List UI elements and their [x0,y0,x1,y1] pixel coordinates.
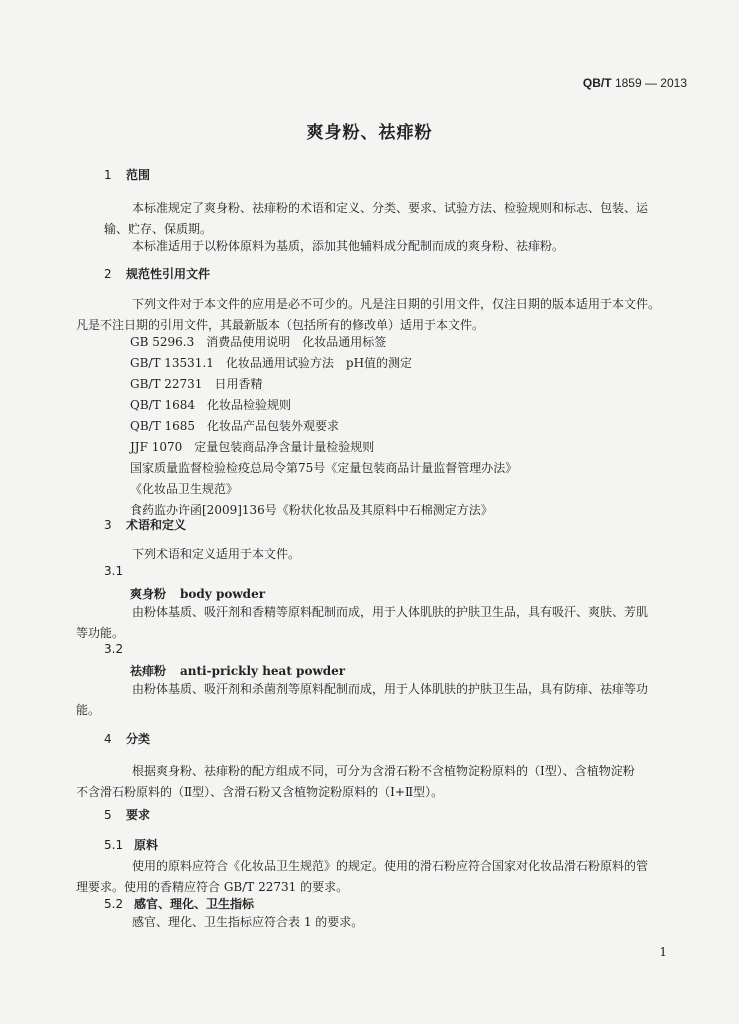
term-3-2 [130,662,345,679]
text-line: 输、贮存、保质期。 [104,222,213,236]
reference-item: 《化妆品卫生规范》 [130,482,239,496]
term-chinese: 祛痱粉 [130,664,167,678]
reference-item: 食药监办许函[2009]136号《粉状化妆品及其原料中石棉测定方法》 [130,503,493,517]
section-2-paragraph-1 [76,294,689,336]
subsection-5-2-paragraph: 感官、理化、卫生指标应符合表 1 的要求。 [132,915,364,929]
section-1-paragraph-2: 本标准适用于以粉体原料为基质，添加其他辅料成分配制而成的爽身粉、祛痱粉。 [132,239,565,253]
term-3-1 [130,585,265,602]
text-line: 使用的原料应符合《化妆品卫生规范》的规定。使用的滑石粉应符合国家对化妆品滑石粉原料的管 [132,859,649,873]
standard-prefix: QB/T [582,76,612,90]
section-title: 规范性引用文件 [126,267,211,281]
term-3-2-number: 3.2 [104,642,124,656]
subsection-title: 原料 [134,838,159,852]
document-title: 爽身粉、祛痱粉 [306,123,433,143]
subsection-number: 5.2 [104,897,124,911]
text-line: 下列文件对于本文件的应用是必不可少的。凡是注日期的引用文件，仅注日期的版本适用于本文件。 [132,297,661,311]
section-4-paragraph-1 [76,761,689,803]
standard-number: 1859 — 2013 [614,76,687,90]
text-line: 凡是不注日期的引用文件，其最新版本（包括所有的修改单）适用于本文件。 [76,318,485,332]
section-number: 1 [104,168,112,182]
subsection-number: 5.1 [104,838,124,852]
subsection-title: 感官、理化、卫生指标 [134,897,255,911]
term-3-1-number: 3.1 [104,564,124,578]
text-line: 等功能。 [76,626,125,640]
section-title: 分类 [126,732,151,746]
subsection-5-2-heading [104,895,254,912]
term-3-1-definition [76,602,689,644]
section-number: 3 [104,518,112,532]
reference-item: 国家质量监督检验检疫总局令第75号《定量包装商品计量监督管理办法》 [130,461,518,475]
normative-references-list [130,332,517,521]
text-line: 不含滑石粉原料的（Ⅱ型）、含滑石粉又含植物淀粉原料的（Ⅰ+Ⅱ型）。 [76,785,444,799]
standard-code [583,76,687,90]
section-title: 范围 [126,168,151,182]
term-english: body powder [180,587,266,601]
reference-item: JJF 1070 定量包装商品净含量计量检验规则 [130,440,375,454]
section-title: 术语和定义 [126,518,187,532]
reference-item: QB/T 1685 化妆品产品包装外观要求 [130,419,340,433]
text-line: 根据爽身粉、祛痱粉的配方组成不同，可分为含滑石粉不含植物淀粉原料的（Ⅰ型）、含植物淀粉 [132,764,635,778]
reference-item: GB/T 22731 日用香精 [130,377,263,391]
text-line: 理要求。使用的香精应符合 GB/T 22731 的要求。 [76,880,349,894]
reference-item: QB/T 1684 化妆品检验规则 [130,398,292,412]
section-number: 2 [104,267,112,281]
page-number: 1 [659,945,667,959]
term-3-2-definition [76,679,689,721]
reference-item: GB 5296.3 消费品使用说明 化妆品通用标签 [130,335,387,349]
section-2-heading [104,265,210,282]
section-3-paragraph-1: 下列术语和定义适用于本文件。 [132,547,301,561]
section-5-heading [104,806,150,823]
text-line: 能。 [76,703,101,717]
subsection-5-1-heading [104,836,158,853]
section-1-heading [104,166,150,183]
reference-item: GB/T 13531.1 化妆品通用试验方法 pH值的测定 [130,356,413,370]
subsection-5-1-paragraph [76,856,689,898]
section-4-heading [104,730,150,747]
section-title: 要求 [126,808,151,822]
term-chinese: 爽身粉 [130,587,167,601]
section-number: 5 [104,808,112,822]
term-english: anti-prickly heat powder [180,664,346,678]
text-line: 由粉体基质、吸汗剂和香精等原料配制而成，用于人体肌肤的护肤卫生品，具有吸汗、爽肤、芳肌 [132,605,649,619]
section-3-heading [104,516,186,533]
section-1-paragraph-1 [104,198,689,240]
section-number: 4 [104,732,112,746]
text-line: 本标准规定了爽身粉、祛痱粉的术语和定义、分类、要求、试验方法、检验规则和标志、包装、运 [132,201,649,215]
text-line: 由粉体基质、吸汗剂和杀菌剂等原料配制而成，用于人体肌肤的护肤卫生品，具有防痱、祛痱等功 [132,682,649,696]
